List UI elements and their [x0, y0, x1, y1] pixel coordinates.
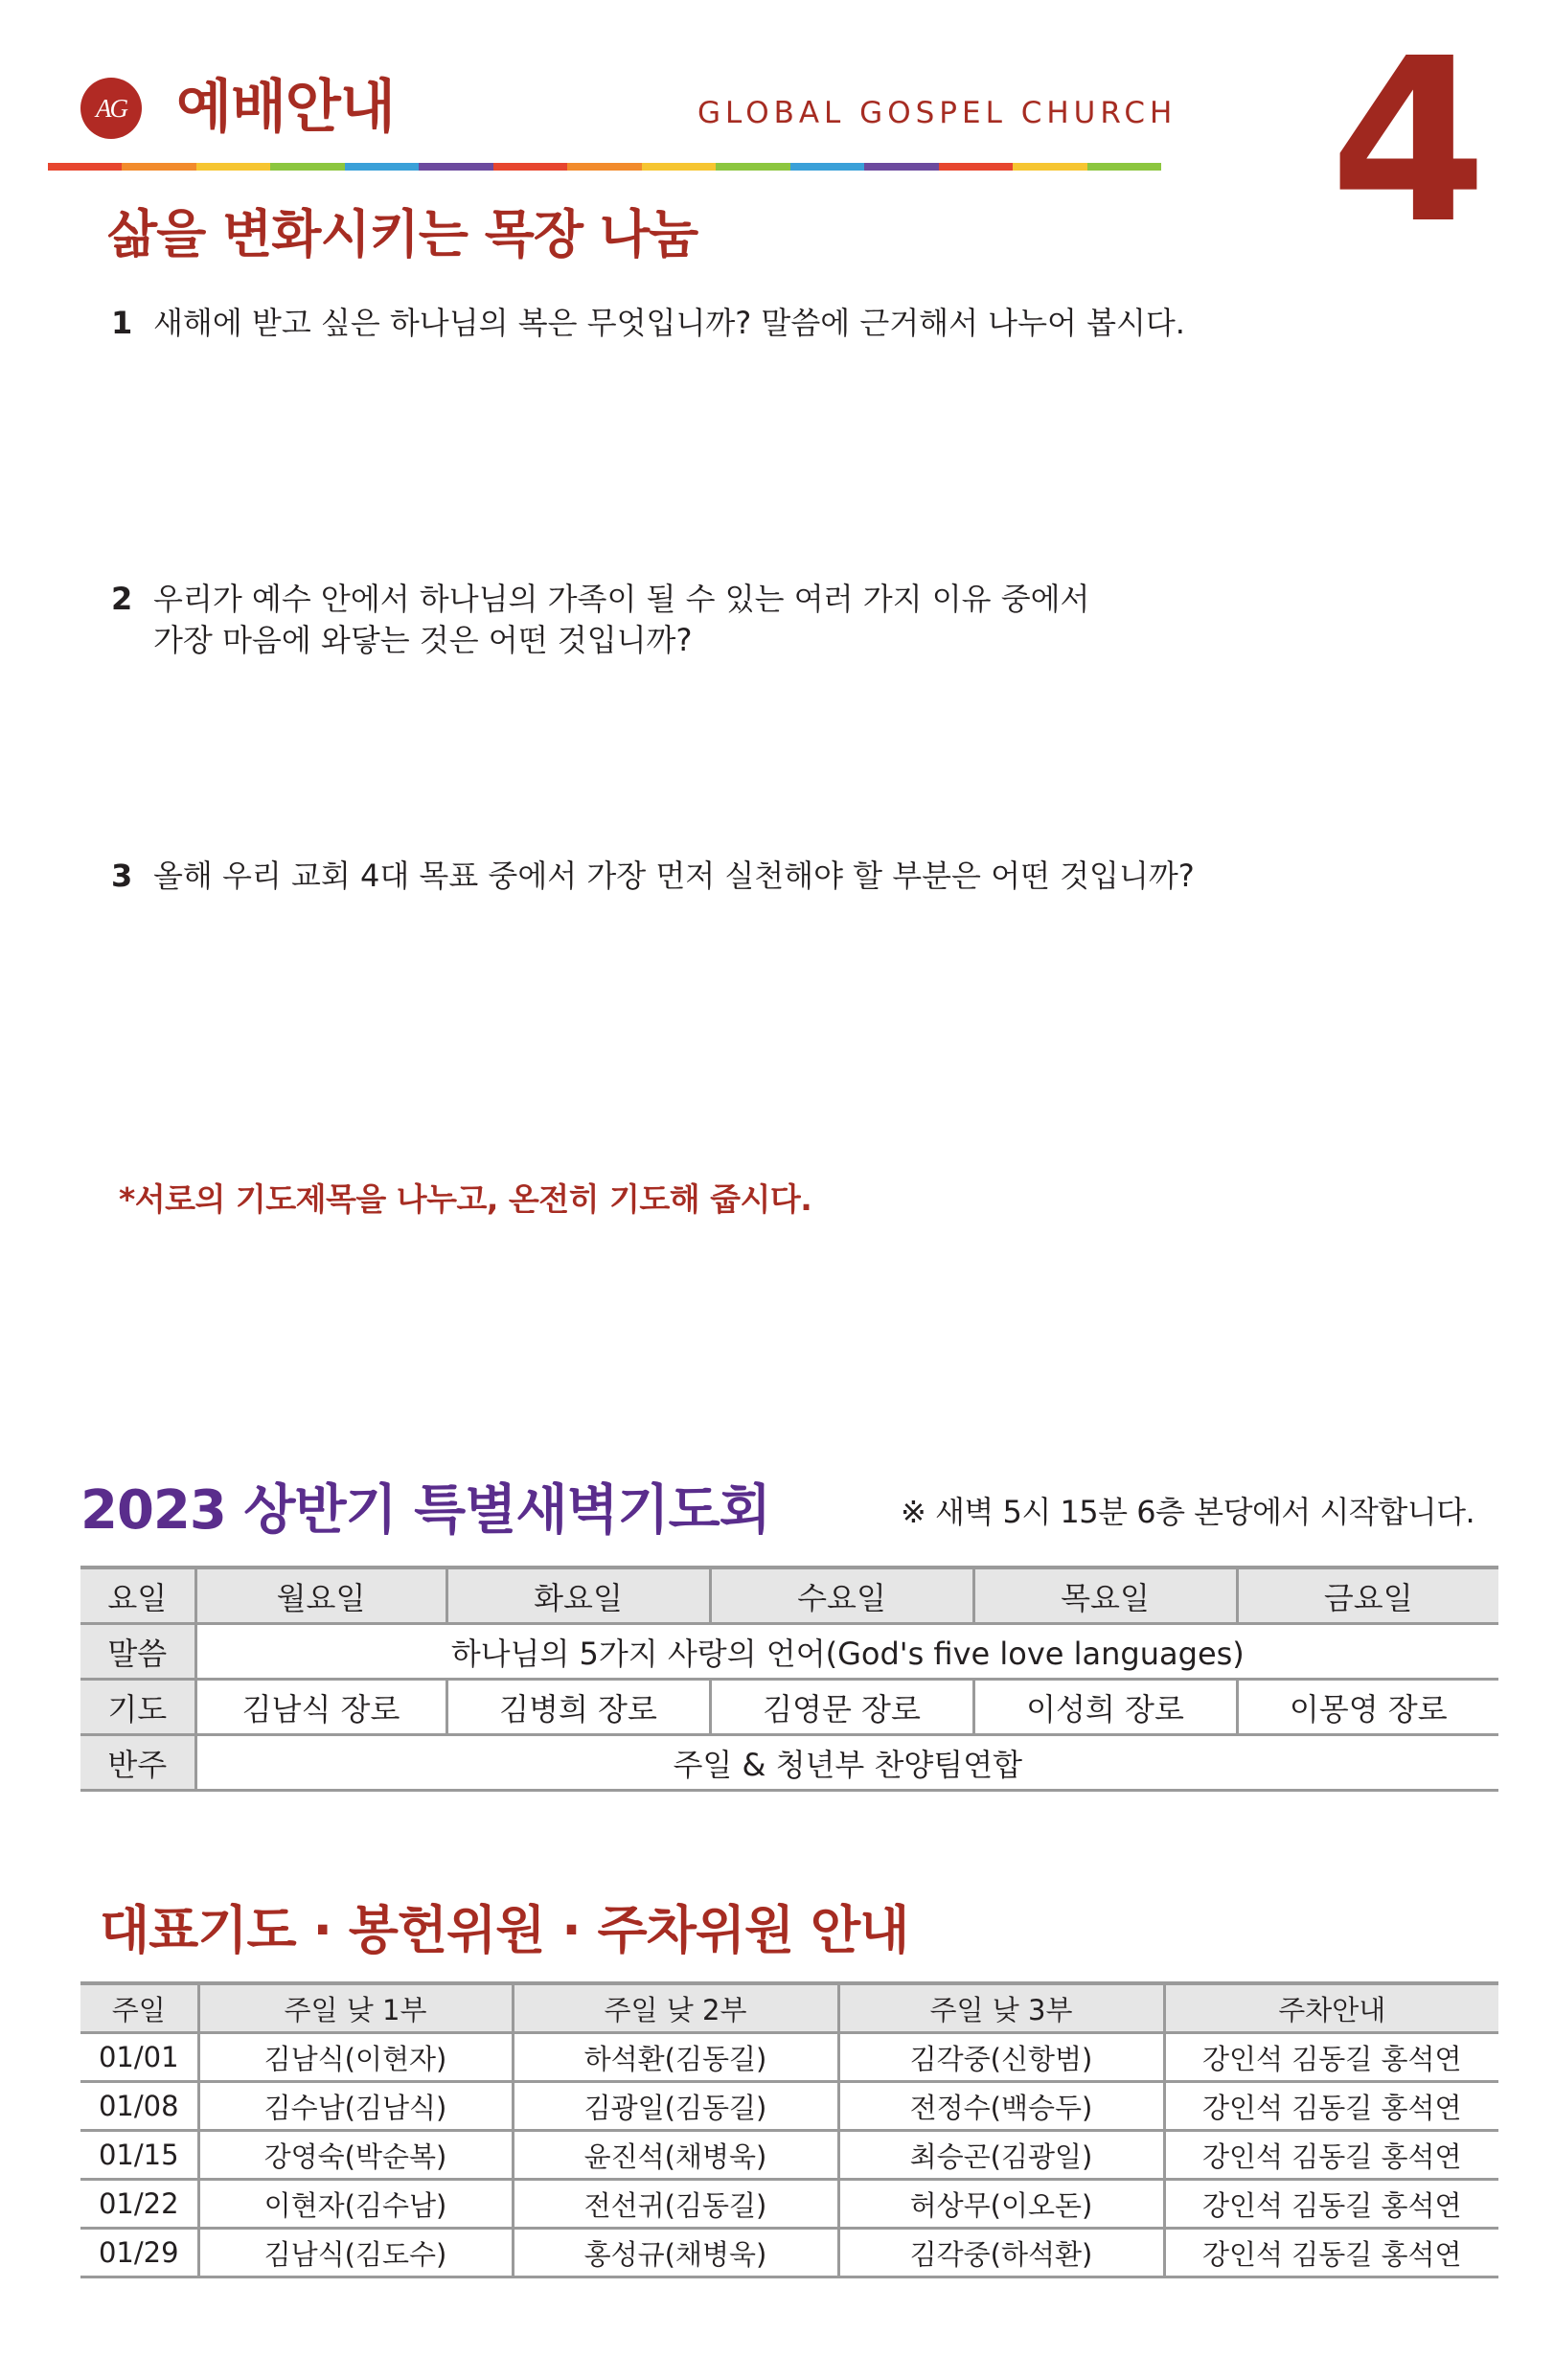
- question-text: 우리가 예수 안에서 하나님의 가족이 될 수 있는 여러 가지 이유 중에서: [153, 581, 1090, 617]
- rainbow-segment: [1013, 163, 1086, 171]
- rainbow-segment: [716, 163, 789, 171]
- table-row: [80, 2229, 1498, 2277]
- rainbow-segment: [493, 163, 567, 171]
- header-cell: 주차안내: [1164, 1983, 1498, 2033]
- question-3: [111, 856, 1195, 897]
- church-logo: [80, 78, 142, 139]
- prayer-leader: 김남식 장로: [195, 1680, 446, 1735]
- header-cell: 월요일: [195, 1568, 446, 1624]
- header-cell: 화요일: [446, 1568, 710, 1624]
- prayer-leader: 김영문 장로: [710, 1680, 973, 1735]
- table-header-row: [80, 1983, 1498, 2033]
- parking-cell: 강인석 김동길 홍석연: [1164, 2229, 1498, 2277]
- table-row: [80, 2180, 1498, 2229]
- service1-cell: 김남식(김도수): [198, 2229, 513, 2277]
- header-cell: 주일 낮 3부: [838, 1983, 1164, 2033]
- service2-cell: 홍성규(채병욱): [513, 2229, 838, 2277]
- accompaniment: 주일 & 청년부 찬양팀연합: [195, 1735, 1498, 1791]
- dawn-prayer-title: 2023 상반기 특별새벽기도회: [80, 1479, 770, 1542]
- question-number: 1: [111, 305, 133, 341]
- page-number: 4: [1330, 10, 1488, 273]
- duty-title: 대표기도 · 봉헌위원 · 주차위원 안내: [100, 1900, 909, 1960]
- header-cell: 요일: [80, 1568, 195, 1624]
- prayer-leader: 이몽영 장로: [1237, 1680, 1498, 1735]
- service2-cell: 하석환(김동길): [513, 2033, 838, 2082]
- question-text: 올해 우리 교회 4대 목표 중에서 가장 먼저 실천해야 할 부분은 어떤 것입니까?: [153, 858, 1195, 894]
- service3-cell: 최승곤(김광일): [838, 2131, 1164, 2180]
- dawn-prayer-note: ※ 새벽 5시 15분 6층 본당에서 시작합니다.: [901, 1494, 1475, 1530]
- header-title: 예배안내: [176, 74, 395, 141]
- rainbow-segment: [345, 163, 419, 171]
- service3-cell: 김각중(신항범): [838, 2033, 1164, 2082]
- service3-cell: 김각중(하석환): [838, 2229, 1164, 2277]
- service2-cell: 전선귀(김동길): [513, 2180, 838, 2229]
- question-number: 2: [111, 581, 133, 617]
- rainbow-segment: [1087, 163, 1161, 171]
- rainbow-segment: [48, 163, 122, 171]
- question-number: 3: [111, 858, 133, 894]
- row-label: 반주: [80, 1735, 195, 1791]
- dawn-prayer-table: [80, 1566, 1498, 1792]
- row-label: 기도: [80, 1680, 195, 1735]
- duty-table: [80, 1981, 1498, 2278]
- logo-text: AG: [96, 93, 126, 123]
- rainbow-segment: [419, 163, 492, 171]
- question-text: 새해에 받고 싶은 하나님의 복은 무엇입니까? 말씀에 근거해서 나누어 봅시다.: [153, 305, 1185, 341]
- service3-cell: 허상무(이오돈): [838, 2180, 1164, 2229]
- date-cell: 01/15: [80, 2131, 198, 2180]
- date-cell: 01/29: [80, 2229, 198, 2277]
- service1-cell: 김남식(이현자): [198, 2033, 513, 2082]
- table-row: [80, 2033, 1498, 2082]
- header-cell: 금요일: [1237, 1568, 1498, 1624]
- service1-cell: 김수남(김남식): [198, 2082, 513, 2131]
- table-row: [80, 1624, 1498, 1680]
- rainbow-segment: [567, 163, 641, 171]
- table-row: [80, 1735, 1498, 1791]
- date-cell: 01/22: [80, 2180, 198, 2229]
- sermon-theme: 하나님의 5가지 사랑의 언어(God's five love languages): [195, 1624, 1498, 1680]
- rainbow-divider: [48, 163, 1161, 171]
- prayer-leader: 김병희 장로: [446, 1680, 710, 1735]
- question-1: [111, 303, 1185, 344]
- date-cell: 01/01: [80, 2033, 198, 2082]
- header-cell: 수요일: [710, 1568, 973, 1624]
- header-cell: 주일 낮 2부: [513, 1983, 838, 2033]
- rainbow-segment: [122, 163, 195, 171]
- parking-cell: 강인석 김동길 홍석연: [1164, 2180, 1498, 2229]
- discussion-title: 삶을 변화시키는 목장 나눔: [107, 204, 698, 264]
- question-2: [111, 579, 1089, 661]
- row-label: 말씀: [80, 1624, 195, 1680]
- rainbow-segment: [270, 163, 344, 171]
- rainbow-segment: [196, 163, 270, 171]
- parking-cell: 강인석 김동길 홍석연: [1164, 2082, 1498, 2131]
- header-cell: 주일: [80, 1983, 198, 2033]
- prayer-note: *서로의 기도제목을 나누고, 온전히 기도해 줍시다.: [119, 1180, 812, 1218]
- service3-cell: 전정수(백승두): [838, 2082, 1164, 2131]
- service1-cell: 강영숙(박순복): [198, 2131, 513, 2180]
- church-name: GLOBAL GOSPEL CHURCH: [697, 96, 1177, 130]
- header-cell: 목요일: [973, 1568, 1237, 1624]
- rainbow-segment: [939, 163, 1013, 171]
- parking-cell: 강인석 김동길 홍석연: [1164, 2131, 1498, 2180]
- question-text-line2: 가장 마음에 와닿는 것은 어떤 것입니까?: [153, 622, 693, 658]
- table-row: [80, 2082, 1498, 2131]
- service2-cell: 김광일(김동길): [513, 2082, 838, 2131]
- table-header-row: [80, 1568, 1498, 1624]
- rainbow-segment: [864, 163, 938, 171]
- service2-cell: 윤진석(채병욱): [513, 2131, 838, 2180]
- prayer-leader: 이성희 장로: [973, 1680, 1237, 1735]
- rainbow-segment: [790, 163, 864, 171]
- header-cell: 주일 낮 1부: [198, 1983, 513, 2033]
- rainbow-segment: [642, 163, 716, 171]
- date-cell: 01/08: [80, 2082, 198, 2131]
- service1-cell: 이현자(김수남): [198, 2180, 513, 2229]
- table-row: [80, 1680, 1498, 1735]
- parking-cell: 강인석 김동길 홍석연: [1164, 2033, 1498, 2082]
- table-row: [80, 2131, 1498, 2180]
